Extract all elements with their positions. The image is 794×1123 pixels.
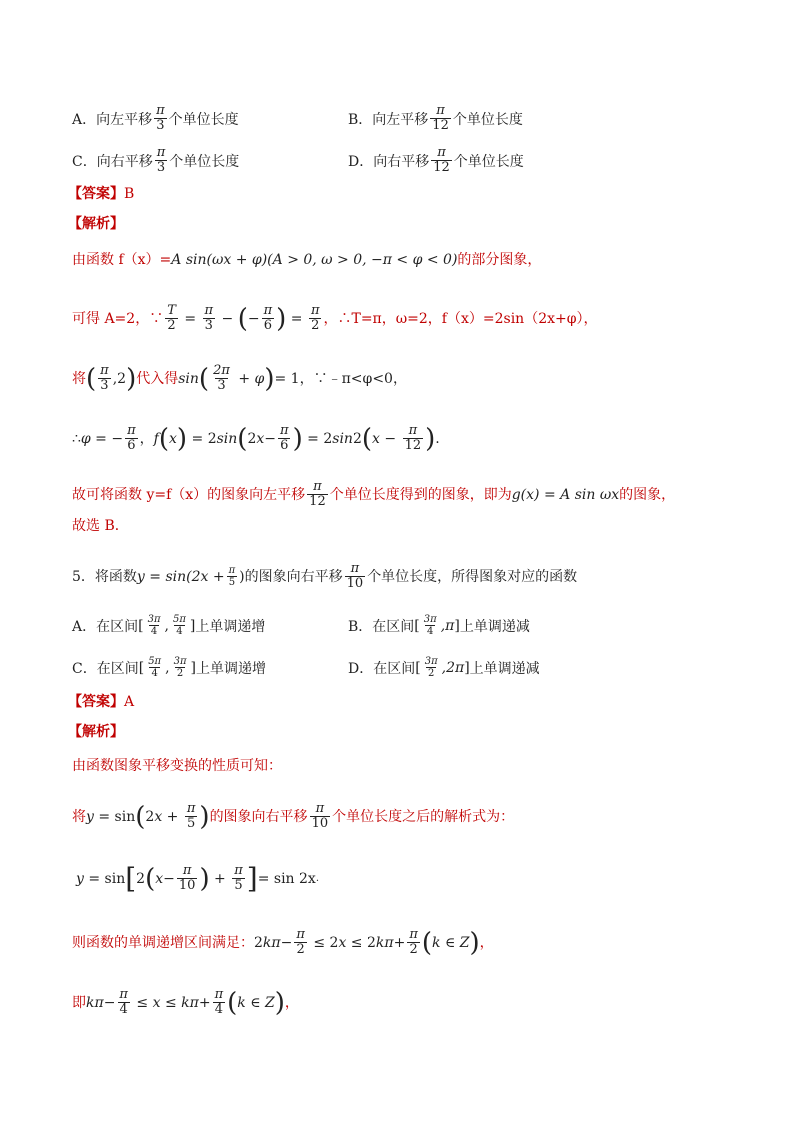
math-expression: kπ − $\frac{\pi}{4}$ ≤ x ≤ kπ + $\frac{\pi}{4}$ ( k ∈ Z ): [86, 987, 285, 1018]
fraction: [431, 146, 452, 175]
fraction: [154, 104, 167, 133]
text: 的图象向右平移: [244, 568, 343, 585]
q4-option-b: [348, 104, 523, 133]
q5-analysis-line-5: [72, 988, 299, 1017]
math-expression: y = sin [ 2 ( x − $\frac{\pi}{10}$ ) + $\frac{\pi}{5}$ ]: [76, 861, 258, 895]
q4-analysis-line-5: 故可将函数 y=f（x）的图象向左平移 $\frac{\pi}{12}$ 个单位长度得到的图象，即为 g(x) = A sin ωx 的图象，: [72, 479, 676, 509]
math-expression: y = sin(2x +: [136, 568, 225, 585]
text: ，: [479, 934, 494, 951]
q5-analysis-line-2: 将 y = sin ( 2 x + $\frac{\pi}{5}$ ) 的图象向右平移 $\frac{\pi}{10}$ 个单位长度之后的解析式为：: [72, 801, 515, 832]
math-expression: A sin(ωx + φ)(A > 0, ω > 0, −π < φ < 0): [171, 252, 458, 268]
text: 上单调递增: [195, 618, 266, 635]
text: 可得 A=2，∵: [72, 310, 164, 327]
answer-value: B: [124, 186, 135, 202]
text: 由函数 f（x）=: [72, 252, 172, 268]
math-expression: g(x) = A sin ωx: [511, 486, 620, 503]
q4-analysis-label: 【解析】: [68, 216, 124, 232]
text: 上单调递减: [459, 618, 530, 635]
answer-label: 【答案】: [68, 694, 124, 710]
text: 个单位长度得到的图象，即为: [329, 486, 512, 503]
q4-analysis-line-1: [72, 250, 541, 270]
text: = 1，∵﹣π<φ<0，: [274, 370, 407, 387]
option-text: 个单位长度: [453, 153, 524, 170]
text: = sin 2x: [257, 870, 316, 887]
numerator: π: [156, 145, 166, 160]
text: A．在区间: [72, 618, 139, 635]
text: 5．将函数: [72, 568, 137, 585]
text: 上单调递增: [195, 660, 266, 677]
q4-analysis-line-2: [72, 304, 598, 333]
option-text: 个单位长度: [452, 111, 523, 128]
q5-analysis-line-3: y = sin [ 2 ( x − $\frac{\pi}{10}$ ) + $\frac{\pi}{5}$ ] = sin 2x .: [76, 861, 320, 895]
denominator: 12: [432, 118, 449, 133]
text: ∴: [72, 430, 81, 447]
option-text: D．向右平移: [348, 153, 430, 170]
option-text: 个单位长度: [168, 111, 239, 128]
text: 则函数的单调递增区间满足：: [72, 934, 254, 951]
text: 将: [72, 370, 86, 387]
q5-option-a: A．在区间 [ $\frac{3\pi}{4}$ , $\frac{5\pi}{4}$ ] 上单调递增: [72, 614, 266, 637]
q4-analysis-line-6: 故选 B．: [72, 518, 129, 534]
math-expression: ( $\frac{\pi}{3}$ ,2 ): [86, 363, 137, 394]
denominator: 12: [433, 160, 450, 175]
math-expression: y = sin ( 2 x + $\frac{\pi}{5}$ ): [86, 801, 210, 832]
q5-stem: 5．将函数 y = sin(2x + $\frac{\pi}{5}$ ) 的图象向右平移 $\frac{\pi}{10}$ 个单位长度，所得图象对应的函数: [72, 561, 578, 591]
numerator: π: [156, 103, 165, 118]
text: ，∴T=π，ω=2，f（x）=2sin（2x+φ），: [323, 310, 598, 327]
math-expression: sin ( $\frac{2\pi}{3}$ + φ ): [178, 363, 275, 394]
text: 代入得: [136, 370, 179, 387]
numerator: π: [437, 145, 446, 160]
option-text: A．向左平移: [72, 111, 153, 128]
fraction: [155, 146, 168, 175]
answer-value: A: [124, 694, 135, 710]
text: 上单调递减: [469, 660, 540, 677]
text: 个单位长度，所得图象对应的函数: [367, 568, 578, 585]
q4-analysis-line-4: [72, 424, 440, 453]
text: 的部分图象，: [457, 252, 542, 268]
denominator: 3: [156, 160, 166, 175]
option-text: 个单位长度: [169, 153, 240, 170]
text: C．在区间: [72, 660, 139, 677]
text: B．在区间: [348, 618, 415, 635]
numerator: π: [436, 103, 445, 118]
q5-option-c: C．在区间 [ $\frac{5\pi}{4}$ , $\frac{3\pi}{2}$ ] 上单调递增: [72, 656, 266, 679]
q4-answer: [68, 184, 134, 204]
q5-option-b: B．在区间 [ $\frac{3\pi}{4}$ ,π ] 上单调递减: [348, 614, 530, 637]
math-expression: φ = − $\frac{\pi}{6}$ ， f ( x ) = 2 sin ( 2 x − $\frac{\pi}{6}$ ) = 2 sin 2 ( x − $\frac{\pi}{12}$ ): [80, 423, 436, 454]
text: 个单位长度之后的解析式为：: [332, 808, 515, 825]
q5-option-d: D．在区间 [ $\frac{3\pi}{2}$ ,2π ] 上单调递减: [348, 656, 540, 679]
text: 故可将函数 y=f（x）的图象向左平移: [72, 486, 306, 503]
text: D．在区间: [348, 660, 416, 677]
q5-analysis-label: 【解析】: [68, 724, 124, 740]
q5-analysis-line-1: 由函数图象平移变换的性质可知：: [72, 758, 282, 774]
q4-option-c: [72, 146, 239, 175]
text: 即: [72, 994, 86, 1011]
q4-analysis-line-3: [72, 364, 407, 393]
denominator: 3: [156, 118, 165, 133]
text: .: [435, 430, 440, 447]
q5-answer: [68, 692, 134, 712]
option-text: C．向右平移: [72, 153, 153, 170]
text: 的图象向右平移: [209, 808, 308, 825]
q4-option-a: [72, 104, 239, 133]
option-text: B．向左平移: [348, 111, 429, 128]
math-expression: 2 kπ − $\frac{\pi}{2}$ ≤ 2 x ≤ 2 kπ + $\frac{\pi}{2}$ ( k ∈ Z ): [254, 927, 480, 958]
fraction: [430, 104, 451, 133]
math-expression: $\frac{T}{2}$ = $\frac{\pi}{3}$ − ( − $\frac{\pi}{6}$ ) = $\frac{\pi}{2}$: [167, 303, 320, 334]
text: ，: [284, 994, 299, 1011]
q5-analysis-line-4: [72, 928, 494, 957]
text: 的图象，: [619, 486, 676, 503]
q4-option-d: [348, 146, 524, 175]
text: 将: [72, 808, 86, 825]
answer-label: 【答案】: [68, 186, 124, 202]
